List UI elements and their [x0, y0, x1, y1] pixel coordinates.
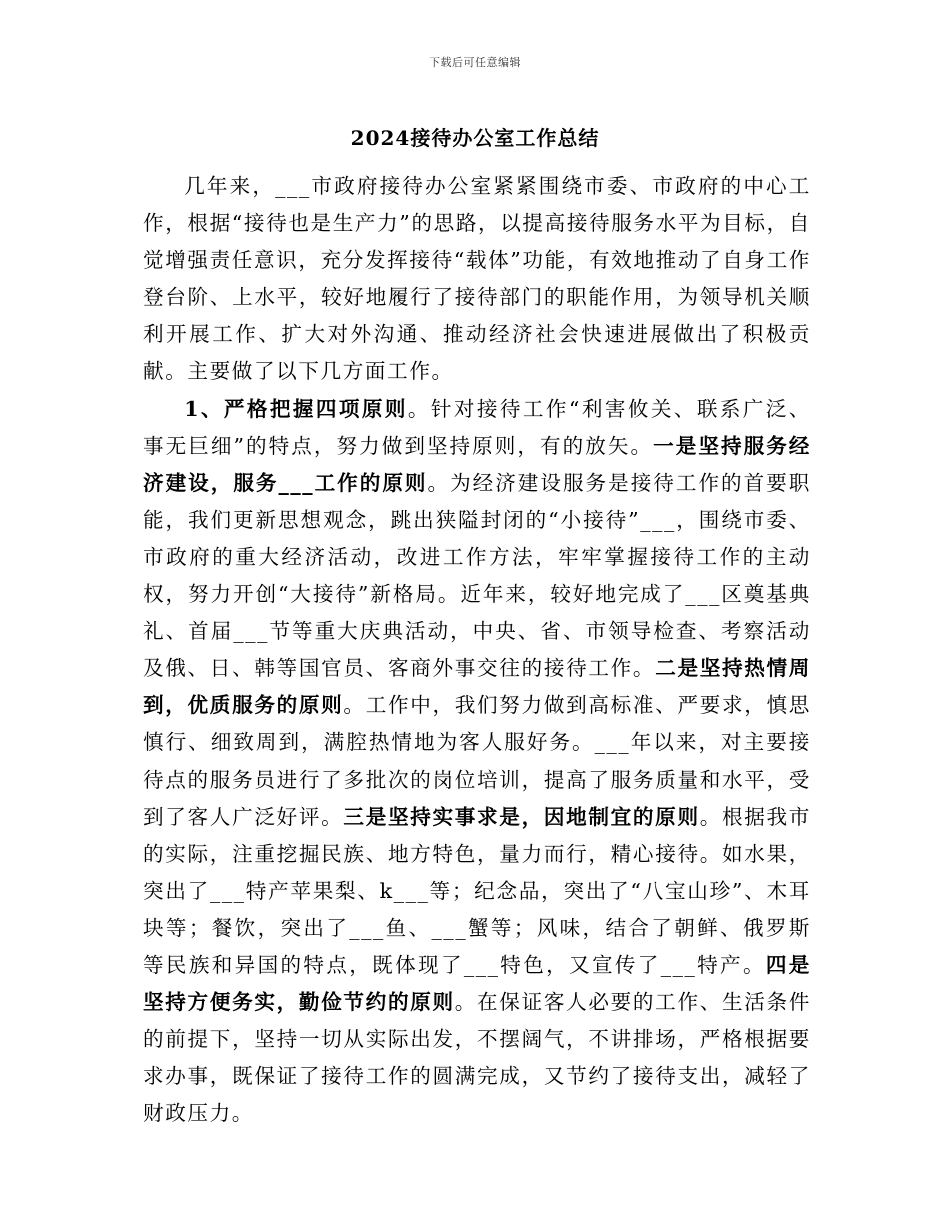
bold-principle-four: 四是坚持方便务实，勤俭节约的原则 — [143, 952, 812, 1015]
document-body — [143, 168, 811, 1132]
bold-principle-three: 三是坚持实事求是，因地制宜的原则 — [343, 804, 700, 829]
paragraph-principles — [143, 391, 811, 1133]
text-segment: 。在保证客人必要的工作、生活条件的前提下，坚持一切从实际出发，不摆阔气，不讲排场，严格根据要求办事，既保证了接待工作的圆满完成，又节约了接待支出，减轻了财政压力。 — [143, 990, 811, 1126]
document-title: 2024接待办公室工作总结 — [350, 126, 600, 150]
text-segment: 。工作中，我们努力做到高标准、严要求，慎思慎行、细致周到，满腔热情地为客人服好务。___年以来，对主要接待点的服务员进行了多批次的岗位培训，提高了服务质量和水平，受到了客人广泛好评。 — [143, 693, 811, 829]
bold-principle-two: 二是坚持热情周到，优质服务的原则 — [143, 656, 811, 718]
bold-heading-principles: 1、严格把握四项原则 — [184, 396, 408, 421]
header-note: 下载后可任意编辑 — [429, 56, 521, 69]
text-segment: 。根据我市的实际，注重挖掘民族、地方特色，量力而行，精心接待。如水果，突出了___特产苹果梨、k___等；纪念品，突出了“八宝山珍”、木耳块等；餐饮，突出了___鱼、___蟹等；风味，结合了朝鲜、俄罗斯等民族和异国的特点，既体现了___特色，又宣传了___特产。 — [143, 804, 811, 977]
text-segment: 。为经济建设服务是接待工作的首要职能，我们更新思想观念，跳出狭隘封闭的“小接待”___，围绕市委、市政府的重大经济活动，改进工作方法，牢牢掌握接待工作的主动权，努力开创“大接待”新格局。近年来，较好地完成了___区奠基典礼、首届___节等重大庆典活动，中央、省、市领导检查、考察活动及俄、日、韩等国官员、客商外事交往的接待工作。 — [143, 470, 811, 681]
bold-principle-one: 一是坚持服务经济建设，服务___工作的原则 — [143, 433, 811, 495]
text-segment: 。针对接待工作“利害攸关、联系广泛、事无巨细”的特点，努力做到坚持原则，有的放矢。 — [143, 396, 812, 458]
paragraph-intro: 几年来，___市政府接待办公室紧紧围绕市委、市政府的中心工作，根据“接待也是生产力”的思路，以提高接待服务水平为目标，自觉增强责任意识，充分发挥接待“载体”功能，有效地推动了自身工作登台阶、上水平，较好地履行了接待部门的职能作用，为领导机关顺利开展工作、扩大对外沟通、推动经济社会快速进展做出了积极贡献。主要做了以下几方面工作。 — [143, 174, 811, 384]
